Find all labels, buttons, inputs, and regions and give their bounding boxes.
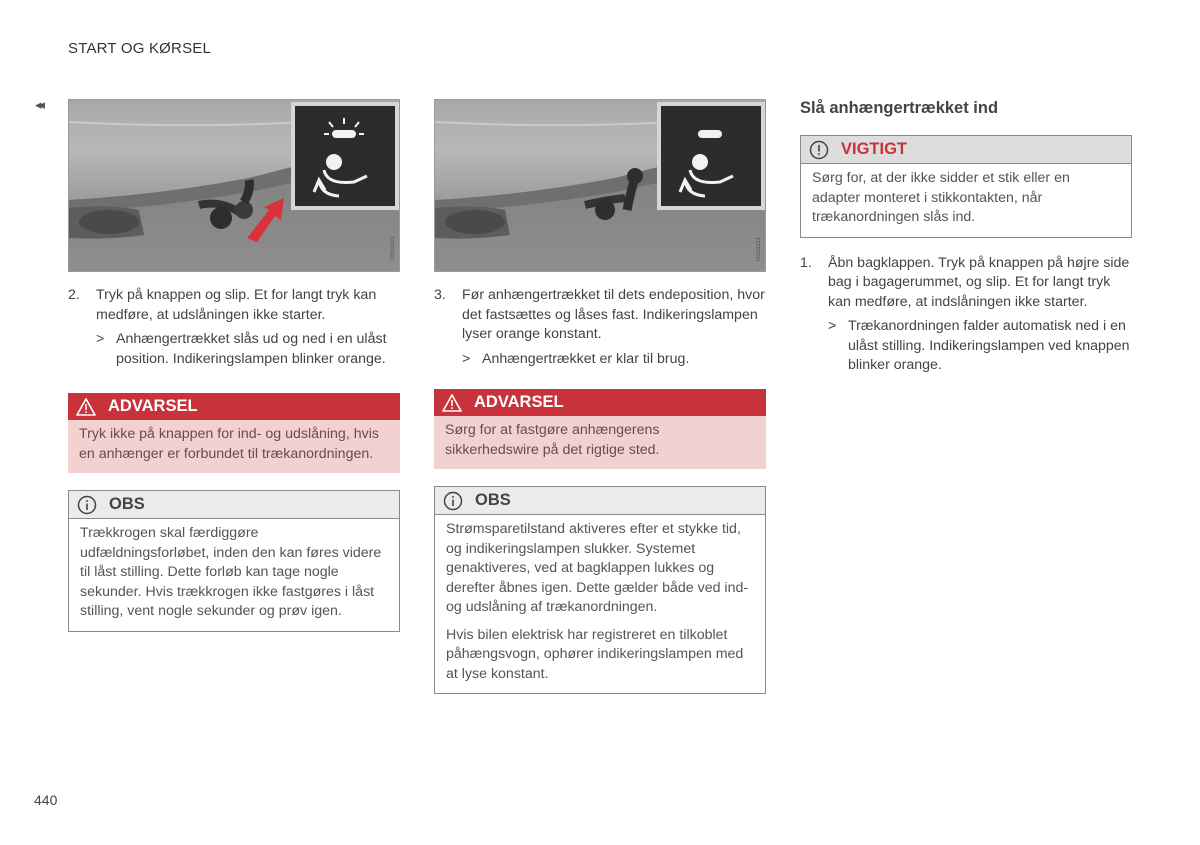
- warning-triangle-icon: [442, 393, 462, 413]
- result-text: Anhængertrækket slås ud og ned i en ulåst position. Indikeringslampen blinker orange.: [116, 331, 387, 367]
- step-text: Åbn bagklappen. Tryk på knappen på højre side bag i bagagerummet, og slip. Et for langt tryk kan medføre, at indslåningen ikke starter.: [828, 254, 1130, 310]
- warning-body: [434, 416, 766, 469]
- page-header: START OG KØRSEL: [68, 40, 212, 57]
- notice-text-1: Strømsparetilstand aktiveres efter et stykke tid, og indikeringslampen slukker. Systemet genaktiveres, ved at bagklappen lukkes og derefter åbnes igen. Dette gælder både ved ind- og udslåning af trækanordningen.: [446, 521, 749, 615]
- notice-body: [435, 515, 765, 693]
- result-marker: >: [828, 318, 837, 334]
- towbar-illustration-lock: [434, 99, 766, 272]
- important-body: [801, 164, 1131, 237]
- notice-box: [434, 486, 766, 694]
- column-1: [68, 99, 400, 632]
- notice-header: [69, 491, 399, 519]
- warning-header: [68, 393, 400, 420]
- step-number: 1.: [800, 254, 812, 271]
- warning-title: ADVARSEL: [108, 397, 198, 415]
- step-text: Før anhængertrækket til dets endeposition, hvor det fastsættes og låses fast. Indikeringslampen lyser orange konstant.: [462, 287, 765, 342]
- column-3: [800, 99, 1132, 376]
- warning-title: ADVARSEL: [474, 393, 564, 411]
- figure-code: G053311: [756, 236, 762, 261]
- notice-header: [435, 487, 765, 515]
- towbar-fold-out-image: [69, 100, 400, 272]
- step-3: [434, 286, 766, 345]
- important-title: VIGTIGT: [841, 140, 907, 158]
- important-header: [801, 136, 1131, 164]
- step-2: [68, 286, 400, 325]
- back-arrows-icon[interactable]: ◂◂: [35, 97, 43, 112]
- notice-body: [69, 519, 399, 631]
- warning-triangle-icon: [76, 397, 96, 417]
- warning-text: Tryk ikke på knappen for ind- og udslåning, hvis en anhænger er forbundet til trækanordningen.: [79, 426, 379, 462]
- warning-box: [68, 393, 400, 473]
- warning-body: [68, 420, 400, 473]
- result-marker: >: [462, 350, 471, 367]
- step-1-result: [800, 317, 1132, 376]
- warning-text: Sørg for at fastgøre anhængerens sikkerhedswire på det rigtige sted.: [445, 422, 660, 458]
- important-box: [800, 135, 1132, 238]
- notice-title: OBS: [109, 495, 145, 513]
- step-text: Tryk på knappen og slip. Et for langt tryk kan medføre, at udslåningen ikke starter.: [96, 287, 377, 323]
- warning-header: [434, 389, 766, 416]
- notice-title: OBS: [475, 491, 511, 509]
- figure-code: G053310: [390, 236, 396, 261]
- step-2-result: [68, 330, 400, 369]
- step-number: 3.: [434, 287, 446, 303]
- section-title: Slå anhængertrækket ind: [800, 99, 999, 117]
- towbar-illustration-fold-out: [68, 99, 400, 272]
- info-circle-icon: [77, 495, 97, 515]
- notice-box: [68, 490, 400, 632]
- result-marker: >: [96, 331, 105, 347]
- step-3-result: [434, 350, 766, 370]
- step-1: [800, 254, 1132, 313]
- important-text: Sørg for, at der ikke sidder et stik eller en adapter monteret i stikkontakten, når trækanordningen slås ind.: [812, 170, 1070, 225]
- exclamation-circle-icon: [809, 140, 829, 160]
- notice-text-2: Hvis bilen elektrisk har registreret en tilkoblet påhængsvogn, ophører indikeringslampen med at lyse konstant.: [446, 626, 744, 682]
- info-circle-icon: [443, 491, 463, 511]
- notice-text: Trækkrogen skal færdiggøre udfældningsforløbet, inden den kan føres videre til låst stilling. Dette forløb kan tage nogle sekunder. Hvis trækkrogen ikke fastgøres i låst stilling, vent nogle sekunder og prøv igen.: [80, 525, 382, 619]
- result-text: Anhængertrækket er klar til brug.: [482, 350, 690, 367]
- result-text: Trækanordningen falder automatisk ned i en ulåst stilling. Indikeringslampen ved knappen blinker orange.: [848, 318, 1130, 373]
- warning-box: [434, 389, 766, 469]
- step-number: 2.: [68, 287, 80, 303]
- page-number: 440: [34, 792, 58, 808]
- column-2: [434, 99, 766, 694]
- towbar-lock-image: [435, 100, 766, 272]
